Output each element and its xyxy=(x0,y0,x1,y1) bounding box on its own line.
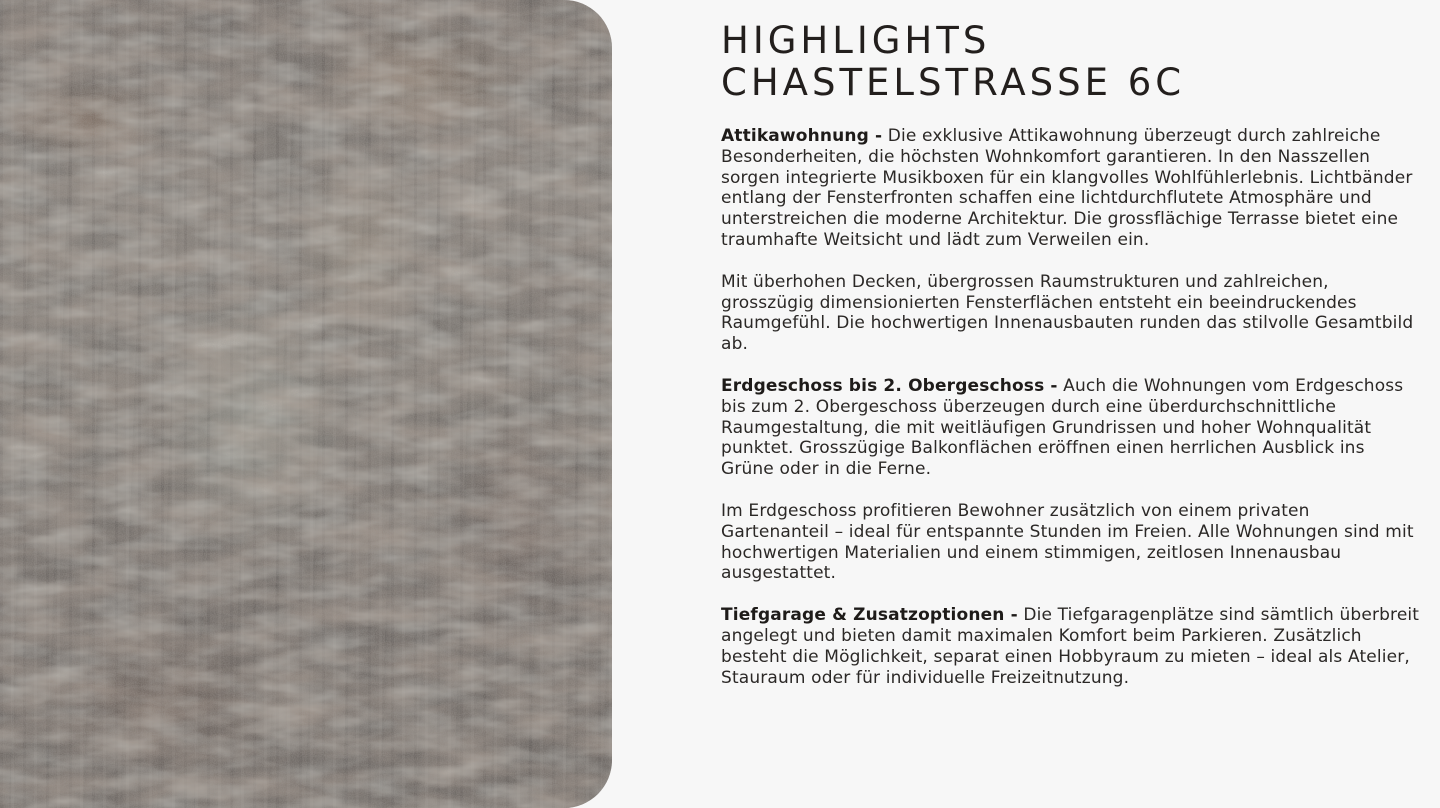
texture-overlay-icon xyxy=(0,0,612,808)
body-text xyxy=(721,126,1421,688)
paragraph-lead: Tiefgarage & Zusatzoptionen - xyxy=(721,605,1018,626)
paragraph-tiefgarage xyxy=(721,605,1421,688)
page-title xyxy=(721,20,1421,104)
stone-texture-image xyxy=(0,0,612,808)
paragraph-garten xyxy=(721,501,1421,584)
paragraph-attika xyxy=(721,126,1421,251)
paragraph-lead: Attikawohnung - xyxy=(721,126,883,146)
text-column xyxy=(721,20,1421,709)
paragraph-text: Im Erdgeschoss profitieren Bewohner zusätzlich von einem privaten Gartenanteil – ideal für entspannte Stunden im Freien. Alle Wohnungen sind mit hochwertigen Materialien und einem stimmigen, zeitlosen Innenausbau ausgestattet. xyxy=(721,500,1414,584)
title-line-1: HIGHLIGHTS xyxy=(721,19,991,62)
paragraph-text: Auch die Wohnungen vom Erdgeschoss bis zum 2. Obergeschoss überzeugen durch eine überdurchschnittliche Raumgestaltung, die mit weitläufigen Grundrissen und hoher Wohnqualität punktet. Grosszügige Balkonflächen eröffnen einen herrlichen Ausblick ins Grüne oder in die Ferne. xyxy=(721,375,1404,480)
title-line-2: CHASTELSTRASSE 6C xyxy=(721,61,1186,104)
paragraph-erdgeschoss xyxy=(721,376,1421,480)
paragraph-text: Mit überhohen Decken, übergrossen Raumstrukturen und zahlreichen, grosszügig dimensionierten Fensterflächen entsteht ein beeindruckendes Raumgefühl. Die hochwertigen Innenausbauten runden das stilvolle Gesamtbild ab. xyxy=(721,271,1414,355)
paragraph-text: Die Tiefgaragenplätze sind sämtlich überbreit angelegt und bieten damit maximalen Komfort beim Parkieren. Zusätzlich besteht die Möglichkeit, separat einen Hobbyraum zu mieten – ideal als Atelier, Stauraum oder für individuelle Freizeitnutzung. xyxy=(721,605,1420,688)
paragraph-lead: Erdgeschoss bis 2. Obergeschoss - xyxy=(721,375,1058,396)
paragraph-raumgefuehl xyxy=(721,272,1421,355)
paragraph-text: Die exklusive Attikawohnung überzeugt durch zahlreiche Besonderheiten, die höchsten Wohnkomfort garantieren. In den Nasszellen sorgen integrierte Musikboxen für ein klangvolles Wohlfühlerlebnis. Lichtbänder entlang der Fensterfronten schaffen eine lichtdurchflutete Atmosphäre und unterstreichen die moderne Architektur. Die grossflächige Terrasse bietet eine traumhafte Weitsicht und lädt zum Verweilen ein. xyxy=(721,126,1413,250)
